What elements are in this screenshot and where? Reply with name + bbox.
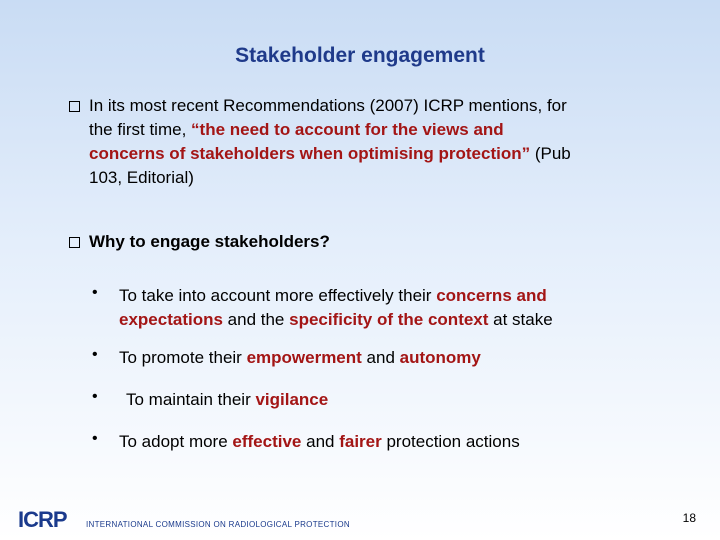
page-number: 18	[682, 511, 696, 525]
bullet-icon: •	[92, 430, 98, 447]
bullet-item-1: To take into account more effectively their concerns and expectations and the specificity of the context at stake	[119, 286, 553, 329]
intro-line-1: In its most recent Recommendations (2007) ICRP mentions, for	[89, 96, 567, 115]
bullet-item-3: To maintain their vigilance	[126, 390, 329, 409]
intro-paragraph	[89, 94, 689, 190]
bullet-item-2: To promote their empowerment and autonomy	[119, 348, 481, 367]
intro-line-2: the first time, “the need to account for the views and	[89, 120, 504, 139]
intro-quote-2: concerns of stakeholders when optimising protection”	[89, 144, 531, 163]
bullet-icon: •	[92, 388, 98, 405]
logo-text: ICRP	[18, 509, 67, 529]
intro-quote-1: “the need to account for the views and	[191, 120, 504, 139]
intro-line-4: 103, Editorial)	[89, 168, 194, 187]
intro-line-3: concerns of stakeholders when optimising protection” (Pub	[89, 144, 571, 163]
slide-title: Stakeholder engagement	[235, 44, 485, 67]
bullet-item-4: To adopt more effective and fairer protection actions	[119, 432, 520, 451]
checkbox-bullet-icon	[69, 237, 80, 248]
question-heading: Why to engage stakeholders?	[89, 232, 330, 251]
checkbox-bullet-icon	[69, 101, 80, 112]
organization-name: INTERNATIONAL COMMISSION ON RADIOLOGICAL PROTECTION	[86, 520, 350, 529]
icrp-logo	[18, 509, 84, 529]
bullet-icon: •	[92, 284, 98, 301]
bullet-icon: •	[92, 346, 98, 363]
